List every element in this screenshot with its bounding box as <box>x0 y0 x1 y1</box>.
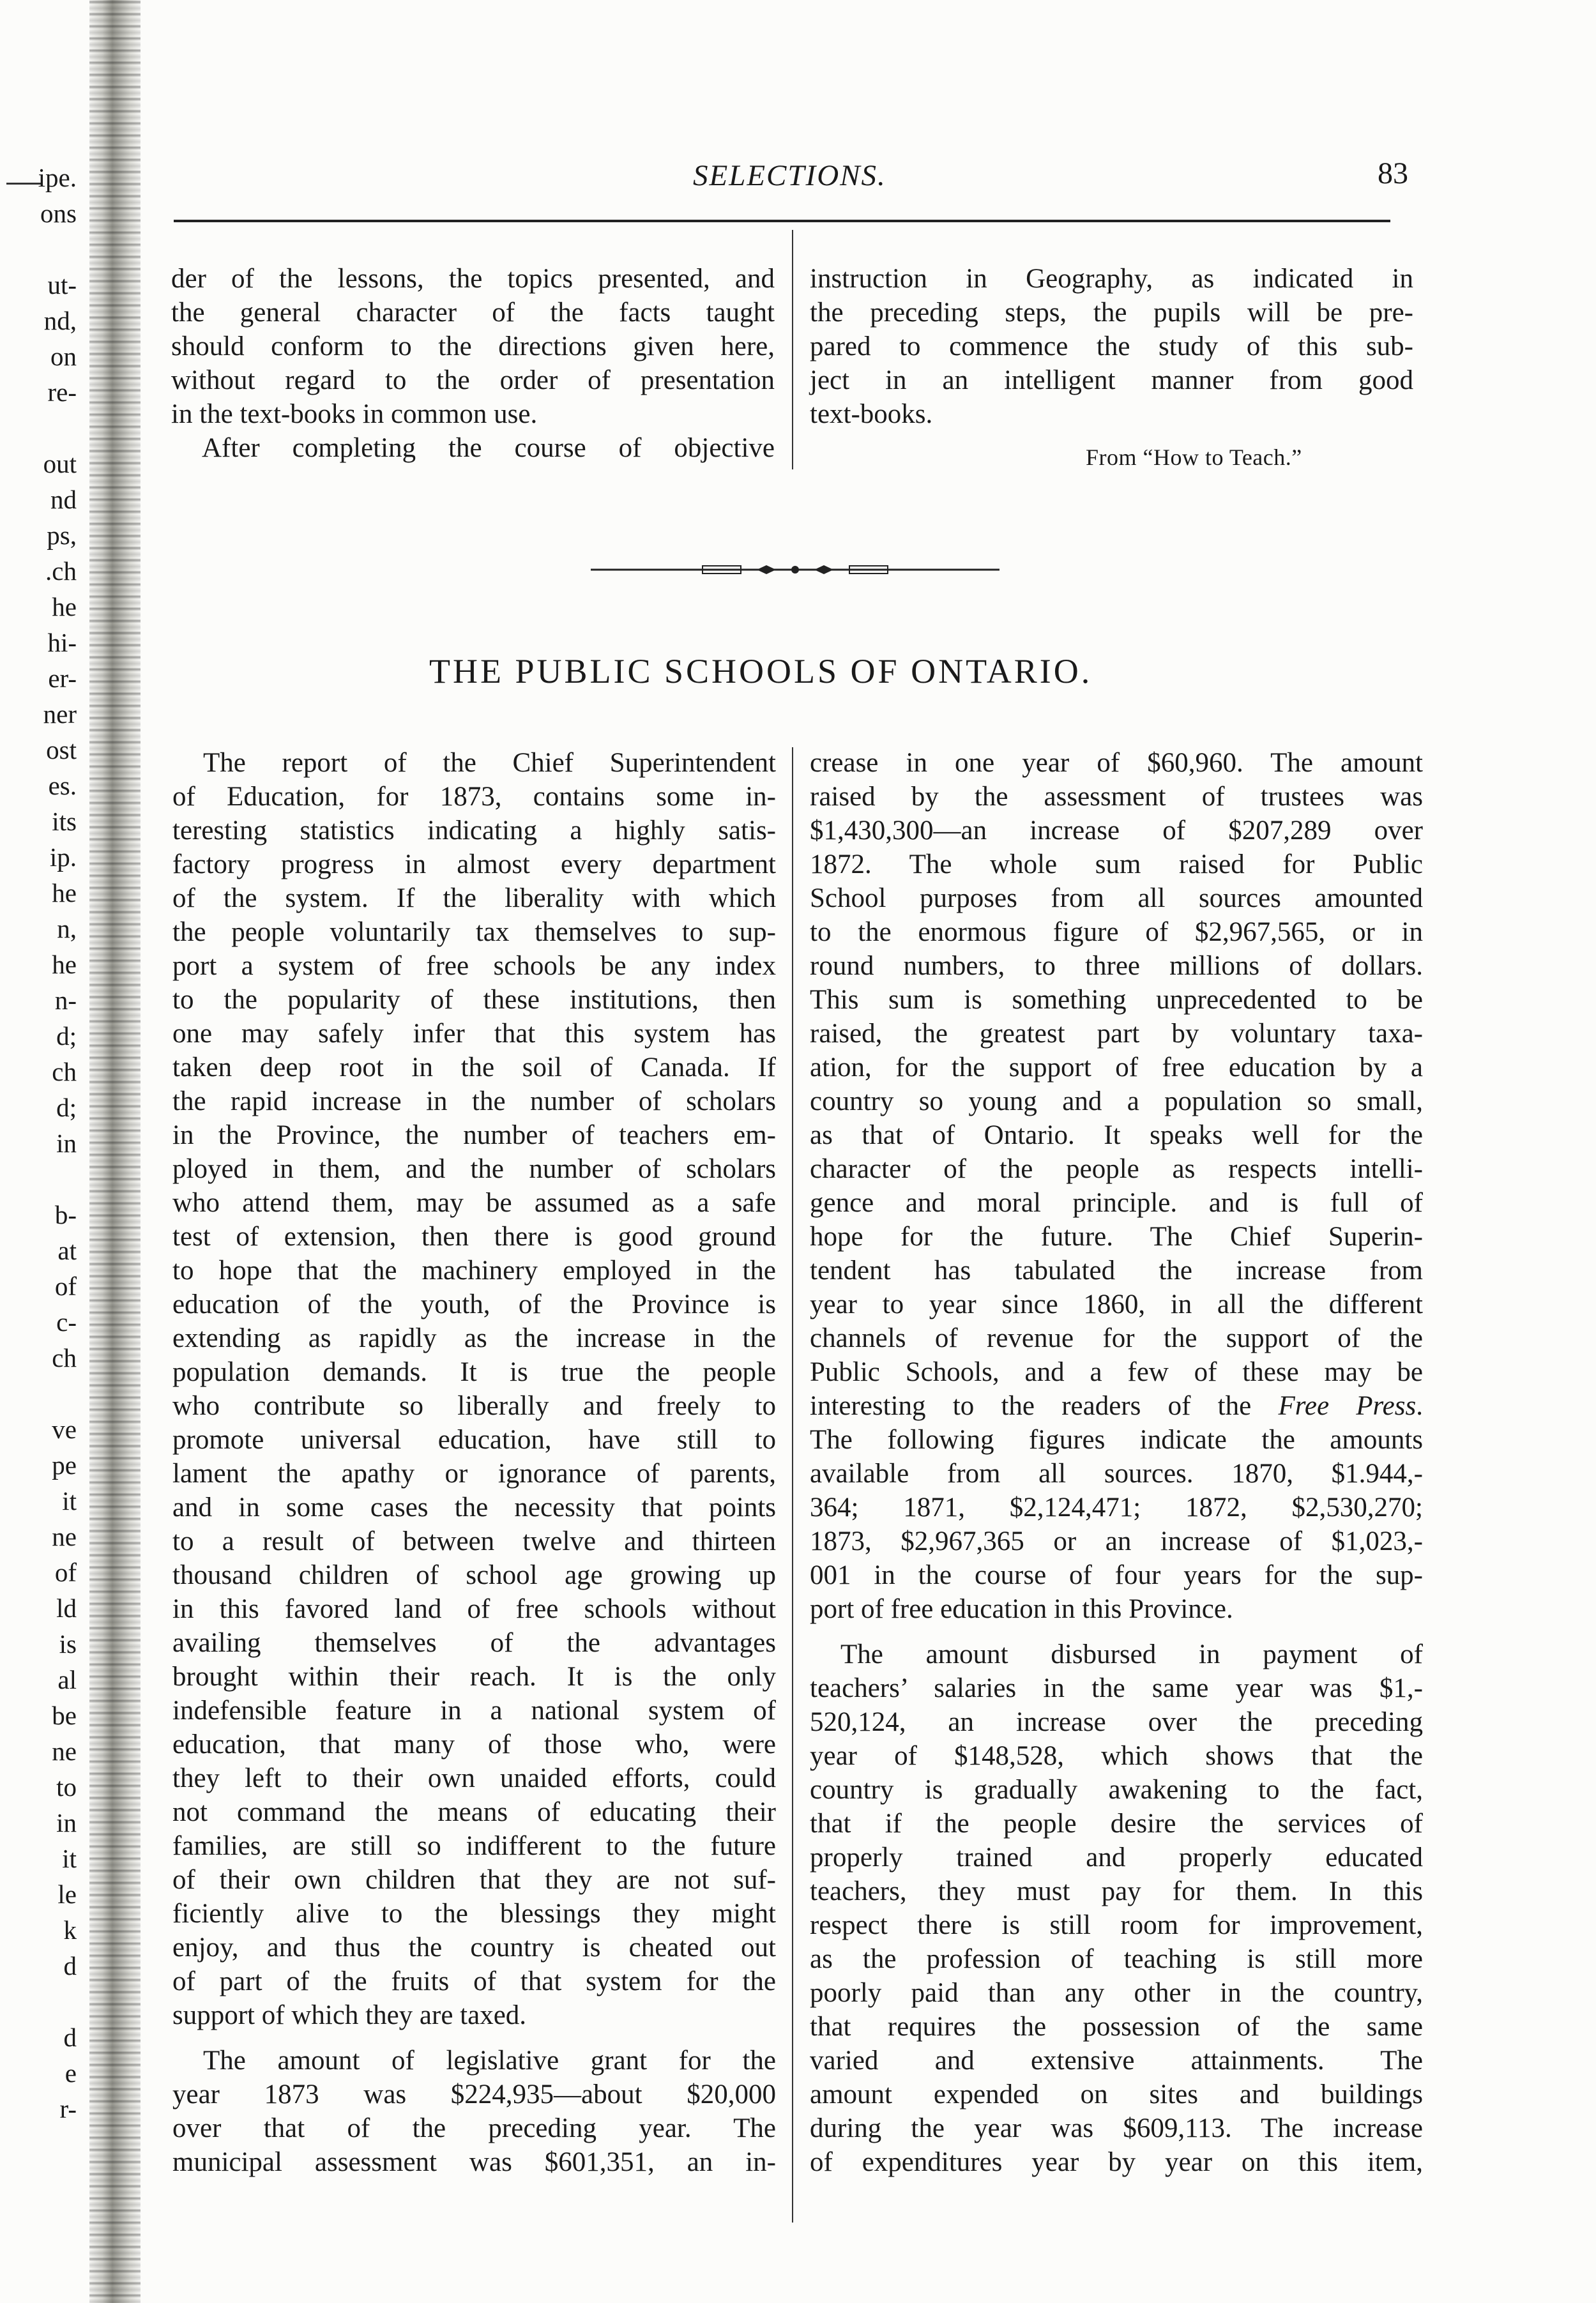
text-line: available from all sources. 1870, $1.944,- <box>810 1459 1423 1489</box>
text-line: country so young and a population so small, <box>810 1086 1423 1116</box>
section-ornament <box>591 562 999 577</box>
text-line: properly trained and properly educated <box>810 1843 1423 1873</box>
margin-fragment: of <box>54 1272 77 1301</box>
margin-fragment: al <box>57 1665 77 1694</box>
paragraph-continued <box>810 262 1413 431</box>
text-line: they left to their own unaided efforts, could <box>172 1763 776 1793</box>
margin-fragment: er- <box>48 664 77 693</box>
text-line: 1873, $2,967,365 or an increase of $1,023,- <box>810 1526 1423 1556</box>
text-line: not command the means of educating their <box>172 1797 776 1827</box>
text-line: over that of the preceding year. The <box>172 2113 776 2143</box>
margin-fragment: n- <box>54 985 77 1015</box>
text-line: poorly paid than any other in the country, <box>810 1978 1423 2008</box>
text-line: factory progress in almost every department <box>172 849 776 879</box>
column-divider <box>792 230 793 469</box>
text-line: der of the lessons, the topics presented, and <box>171 264 775 294</box>
margin-fragment: d; <box>56 1021 77 1051</box>
margin-fragment: ch <box>52 1057 77 1086</box>
text-line: character of the people as respects intelli- <box>810 1154 1423 1184</box>
margin-fragment: d; <box>56 1093 77 1122</box>
text-line: ployed in them, and the number of scholars <box>172 1154 776 1184</box>
text-line: should conform to the directions given here, <box>171 331 775 361</box>
text-line: of Education, for 1873, contains some in- <box>172 782 776 812</box>
margin-fragment: he <box>52 950 77 979</box>
paragraph <box>810 1638 1423 2179</box>
text-line: gence and moral principle. and is full of <box>810 1188 1423 1218</box>
text-line: The amount of legislative grant for the <box>203 2046 776 2076</box>
margin-fragment: it <box>62 1844 77 1873</box>
text-line: After completing the course of objective <box>202 433 775 463</box>
column-divider <box>792 747 793 2223</box>
text-line: teresting statistics indicating a highly satis- <box>172 816 776 846</box>
text-line: teachers’ salaries in the same year was $1,- <box>810 1673 1423 1703</box>
margin-fragment <box>0 1376 77 1411</box>
text-line: the preceding steps, the pupils will be pre- <box>810 298 1413 328</box>
text-line: ation, for the support of free education by a <box>810 1053 1423 1083</box>
margin-fragment: its <box>52 807 77 836</box>
text-line: crease in one year of $60,960. The amount <box>810 748 1423 778</box>
margin-fragment: re- <box>47 377 77 407</box>
margin-fragment: at <box>57 1236 77 1265</box>
text-line: The amount disbursed in payment of <box>840 1639 1423 1669</box>
margin-fragment <box>0 1984 77 2019</box>
text-line: $1,430,300—an increase of $207,289 over <box>810 816 1423 846</box>
text-line: indefensible feature in a national system of <box>172 1696 776 1726</box>
margin-fragment: c- <box>56 1307 77 1337</box>
margin-fragment: ip. <box>49 842 77 872</box>
text-line: the people voluntarily tax themselves to sup- <box>172 917 776 947</box>
text-line: families, are still so indifferent to the future <box>172 1831 776 1861</box>
text-line: one may safely infer that this system has <box>172 1019 776 1049</box>
text-line: to the popularity of these institutions, then <box>172 985 776 1015</box>
text-line: that requires the possession of the same <box>810 2012 1423 2042</box>
text-line: instruction in Geography, as indicated in <box>810 264 1413 294</box>
margin-fragment: he <box>52 592 77 621</box>
text-line: support of which they are taxed. <box>172 2000 527 2030</box>
text-line: This sum is something unprecedented to be <box>810 985 1423 1015</box>
text-line: The report of the Chief Superintendent <box>203 748 776 778</box>
text-line: year 1873 was $224,935—about $20,000 <box>172 2079 776 2109</box>
text-line: that if the people desire the services of <box>810 1809 1423 1839</box>
paragraph-continued <box>171 262 775 431</box>
margin-fragment: out <box>43 449 77 478</box>
article-left-column <box>172 746 776 2179</box>
text-line: teachers, they must pay for them. In this <box>810 1876 1423 1906</box>
text-line: School purposes from all sources amounted <box>810 883 1423 913</box>
header-rule <box>174 220 1390 222</box>
text-line: of the system. If the liberality with which <box>172 883 776 913</box>
text-line: interesting to the readers of the Free Press. <box>810 1391 1423 1421</box>
margin-fragment: pe <box>52 1450 77 1480</box>
text-line: 520,124, an increase over the preceding <box>810 1707 1423 1737</box>
margin-fragment: ipe. <box>38 163 77 192</box>
text-line: 1872. The whole sum raised for Public <box>810 849 1423 879</box>
text-line: the rapid increase in the number of scholars <box>172 1086 776 1116</box>
text-line: as that of Ontario. It speaks well for the <box>810 1120 1423 1150</box>
margin-fragment: d <box>63 1951 77 1980</box>
text-line: 001 in the course of four years for the sup- <box>810 1560 1423 1590</box>
margin-fragment: of <box>54 1558 77 1587</box>
margin-fragment: e <box>65 2058 77 2088</box>
text-line: to hope that the machinery employed in the <box>172 1256 776 1286</box>
text-line: education of the youth, of the Province is <box>172 1289 776 1319</box>
text-line: pared to commence the study of this sub- <box>810 331 1413 361</box>
margin-fragment: n, <box>57 914 77 943</box>
text-line: of expenditures year by year on this item, <box>810 2147 1423 2177</box>
margin-fragment: ve <box>52 1415 77 1444</box>
margin-fragment <box>0 410 77 446</box>
text-line: amount expended on sites and buildings <box>810 2079 1423 2109</box>
margin-fragment: ons <box>40 199 77 228</box>
margin-fragment: le <box>57 1880 77 1909</box>
margin-fragment: ld <box>56 1593 77 1623</box>
text-line: promote universal education, have still to <box>172 1425 776 1455</box>
margin-fragment: ne <box>52 1522 77 1551</box>
text-line: municipal assessment was $601,351, an in- <box>172 2147 776 2177</box>
margin-fragment: b- <box>54 1200 77 1229</box>
text-line: country is gradually awakening to the fact, <box>810 1775 1423 1805</box>
article-title: THE PUBLIC SCHOOLS OF ONTARIO. <box>429 652 1093 690</box>
margin-fragment: in <box>56 1129 77 1158</box>
text-line: varied and extensive attainments. The <box>810 2046 1423 2076</box>
margin-fragment: k <box>63 1915 77 1945</box>
text-line: during the year was $609,113. The increase <box>810 2113 1423 2143</box>
article-right-column <box>810 746 1423 2179</box>
margin-fragment: ps, <box>47 521 77 550</box>
margin-fragment: on <box>50 342 77 371</box>
margin-fragment: be <box>52 1701 77 1730</box>
paragraph <box>172 2044 776 2179</box>
margin-fragment: is <box>59 1629 77 1659</box>
text-line: education, that many of those who, were <box>172 1729 776 1760</box>
text-line: port a system of free schools be any index <box>172 951 776 981</box>
text-line: raised by the assessment of trustees was <box>810 782 1423 812</box>
page-number: 83 <box>1378 156 1408 190</box>
text-line: availing themselves of the advantages <box>172 1628 776 1658</box>
text-line: enjoy, and thus the country is cheated out <box>172 1933 776 1963</box>
margin-fragment: ost <box>46 735 77 764</box>
margin-fragment <box>0 231 77 267</box>
text-line: of part of the fruits of that system for the <box>172 1966 776 1996</box>
margin-fragment: nd <box>50 485 77 514</box>
text-line: in this favored land of free schools without <box>172 1594 776 1624</box>
top-left-column <box>171 262 775 465</box>
text-line: brought within their reach. It is the only <box>172 1662 776 1692</box>
margin-fragment: nd, <box>43 306 77 335</box>
margin-fragment: ner <box>43 699 77 729</box>
margin-fragment <box>0 1161 77 1197</box>
previous-page-margin <box>0 160 77 2127</box>
text-line: the general character of the facts taught <box>171 298 775 328</box>
margin-fragment: ne <box>52 1737 77 1766</box>
margin-fragment: to <box>56 1772 77 1802</box>
margin-fragment: ut- <box>47 270 77 300</box>
margin-fragment: .ch <box>45 556 77 586</box>
text-line: Public Schools, and a few of these may be <box>810 1357 1423 1387</box>
text-line: hope for the future. The Chief Superin- <box>810 1222 1423 1252</box>
text-line: of their own children that they are not suf- <box>172 1865 776 1895</box>
text-line: as the profession of teaching is still more <box>810 1944 1423 1974</box>
text-line: tendent has tabulated the increase from <box>810 1256 1423 1286</box>
text-line: 364; 1871, $2,124,471; 1872, $2,530,270; <box>810 1493 1423 1523</box>
text-line: who attend them, may be assumed as a safe <box>172 1188 776 1218</box>
paragraph <box>810 746 1423 1626</box>
text-line: to the enormous figure of $2,967,565, or in <box>810 917 1423 947</box>
text-line: and in some cases the necessity that points <box>172 1493 776 1523</box>
text-line: channels of revenue for the support of the <box>810 1323 1423 1353</box>
margin-fragment: it <box>62 1486 77 1516</box>
margin-fragment: es. <box>48 771 77 800</box>
attribution: From “How to Teach.” <box>1086 445 1302 470</box>
paragraph <box>171 431 775 465</box>
margin-fragment: hi- <box>47 628 77 657</box>
text-line: port of free education in this Province. <box>810 1594 1233 1624</box>
text-line: in the Province, the number of teachers em- <box>172 1120 776 1150</box>
text-line: taken deep root in the soil of Canada. If <box>172 1053 776 1083</box>
top-right-column <box>810 262 1413 431</box>
text-line: round numbers, to three millions of dollars. <box>810 951 1423 981</box>
text-line: The following figures indicate the amounts <box>810 1425 1423 1455</box>
text-line: who contribute so liberally and freely to <box>172 1391 776 1421</box>
text-line: year of $148,528, which shows that the <box>810 1741 1423 1771</box>
text-line: test of extension, then there is good ground <box>172 1222 776 1252</box>
book-gutter <box>89 0 141 2303</box>
text-line: population demands. It is true the people <box>172 1357 776 1387</box>
text-line: thousand children of school age growing up <box>172 1560 776 1590</box>
text-line: lament the apathy or ignorance of parents, <box>172 1459 776 1489</box>
text-line: extending as rapidly as the increase in the <box>172 1323 776 1353</box>
text-line: raised, the greatest part by voluntary taxa- <box>810 1019 1423 1049</box>
text-line: ject in an intelligent manner from good <box>810 365 1413 395</box>
margin-fragment: ch <box>52 1343 77 1372</box>
paragraph <box>172 746 776 2032</box>
margin-fragment: in <box>56 1808 77 1837</box>
margin-fragment: d <box>63 2023 77 2052</box>
margin-fragment: r- <box>59 2094 77 2124</box>
text-line: without regard to the order of presentation <box>171 365 775 395</box>
margin-fragment: he <box>52 878 77 908</box>
text-line: respect there is still room for improvement, <box>810 1910 1423 1940</box>
text-line: in the text-books in common use. <box>171 399 538 429</box>
running-head: SELECTIONS. <box>693 159 886 192</box>
text-line: ficiently alive to the blessings they might <box>172 1899 776 1929</box>
text-line: text-books. <box>810 399 933 429</box>
text-line: to a result of between twelve and thirteen <box>172 1526 776 1556</box>
text-line: year to year since 1860, in all the different <box>810 1289 1423 1319</box>
